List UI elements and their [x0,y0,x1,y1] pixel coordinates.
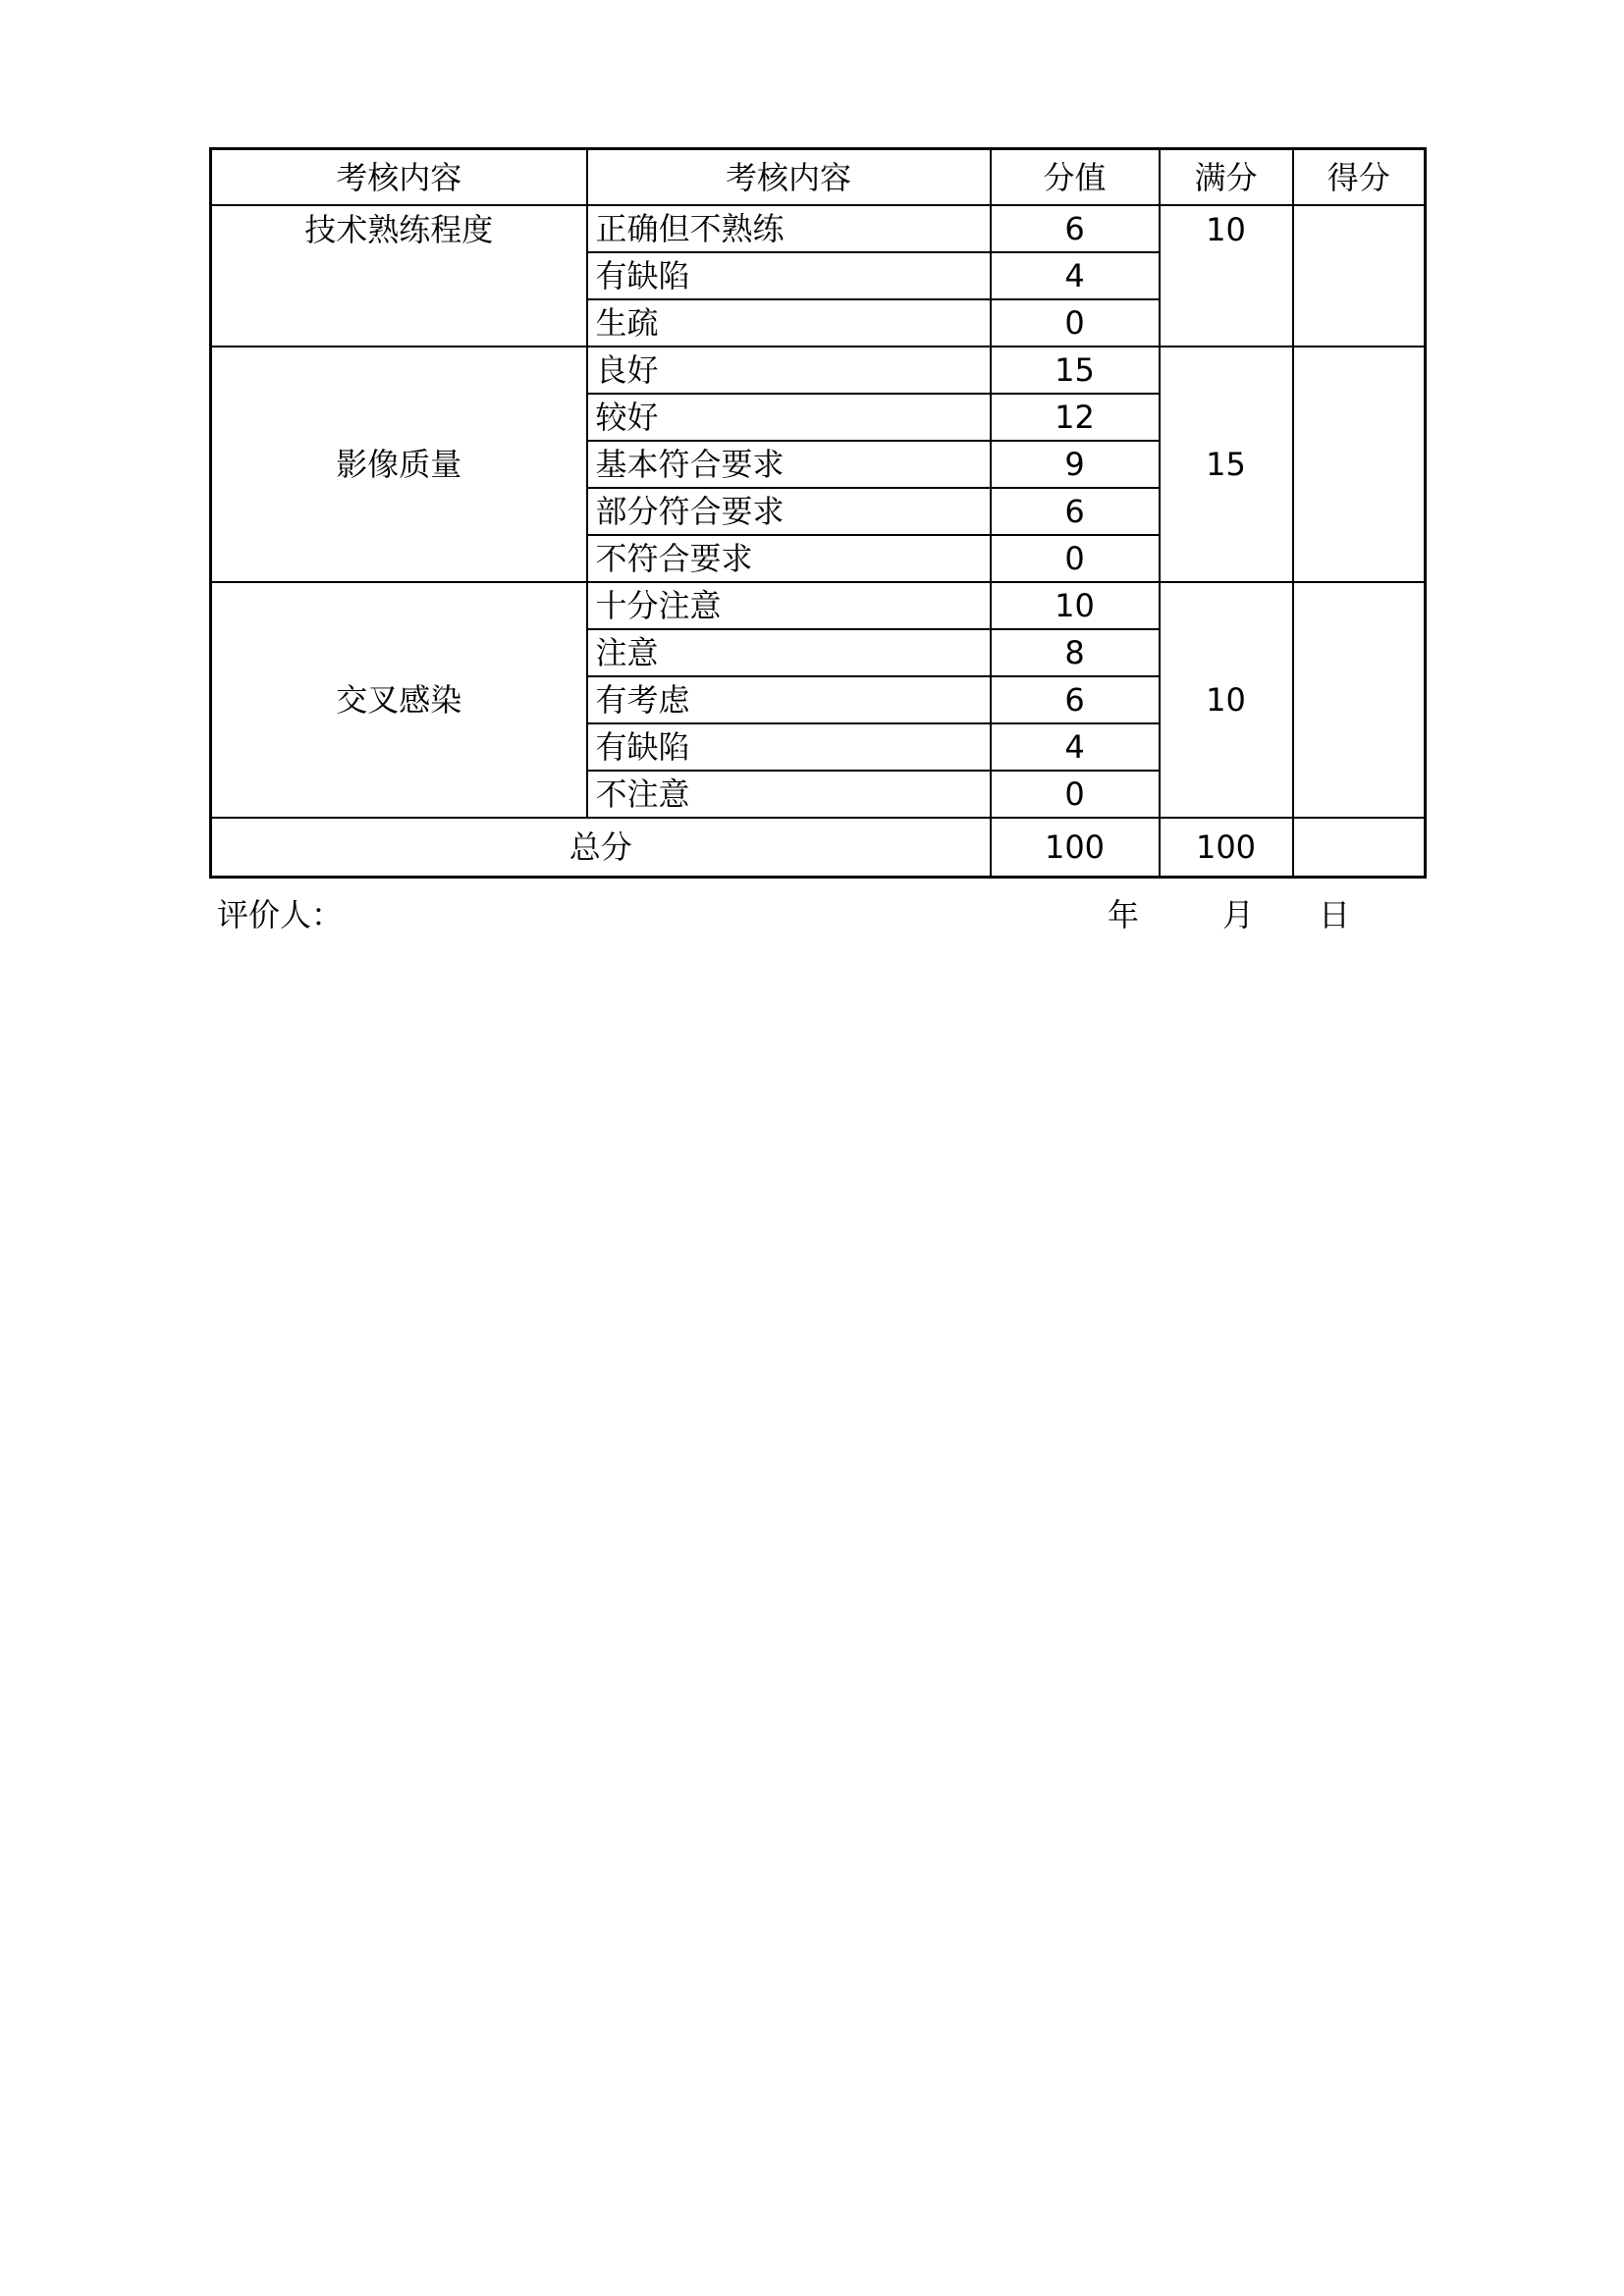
full-score-cell: 10 [1160,205,1293,347]
header-score: 得分 [1293,149,1426,206]
item-points: 6 [991,205,1160,252]
month-label: 月 [1222,896,1255,934]
total-score-entry[interactable] [1293,818,1426,878]
category-cell: 交叉感染 [211,582,587,818]
score-sheet [209,147,1424,934]
total-label: 总分 [211,818,991,878]
day-label: 日 [1319,896,1351,934]
table-row [211,347,1426,394]
table-row [211,205,1426,252]
total-full-score: 100 [1160,818,1293,878]
item-points: 6 [991,488,1160,535]
evaluator-footer [209,879,1424,934]
item-label: 基本符合要求 [587,441,991,488]
item-points: 4 [991,252,1160,299]
item-points: 0 [991,535,1160,582]
category-cell: 技术熟练程度 [211,205,587,347]
item-label: 较好 [587,394,991,441]
item-points: 6 [991,676,1160,723]
score-entry-cell[interactable] [1293,582,1426,818]
item-label: 生疏 [587,299,991,347]
item-points: 12 [991,394,1160,441]
total-points: 100 [991,818,1160,878]
item-label: 不注意 [587,771,991,818]
full-score-cell: 15 [1160,347,1293,582]
item-label: 部分符合要求 [587,488,991,535]
item-label: 不符合要求 [587,535,991,582]
item-points: 8 [991,629,1160,676]
item-points: 9 [991,441,1160,488]
item-label: 十分注意 [587,582,991,629]
header-full-score: 满分 [1160,149,1293,206]
header-category: 考核内容 [211,149,587,206]
table-row [211,582,1426,629]
evaluator-label: 评价人： [217,896,344,934]
score-entry-cell[interactable] [1293,205,1426,347]
assessment-table [209,147,1427,879]
year-label: 年 [1108,896,1140,934]
full-score-cell: 10 [1160,582,1293,818]
item-label: 注意 [587,629,991,676]
item-label: 良好 [587,347,991,394]
item-label: 有考虑 [587,676,991,723]
header-points: 分值 [991,149,1160,206]
category-cell: 影像质量 [211,347,587,582]
header-item: 考核内容 [587,149,991,206]
item-label: 有缺陷 [587,252,991,299]
item-label: 有缺陷 [587,723,991,771]
table-header-row [211,149,1426,206]
item-points: 15 [991,347,1160,394]
score-entry-cell[interactable] [1293,347,1426,582]
item-points: 0 [991,299,1160,347]
item-points: 4 [991,723,1160,771]
item-points: 0 [991,771,1160,818]
item-label: 正确但不熟练 [587,205,991,252]
item-points: 10 [991,582,1160,629]
total-row [211,818,1426,878]
